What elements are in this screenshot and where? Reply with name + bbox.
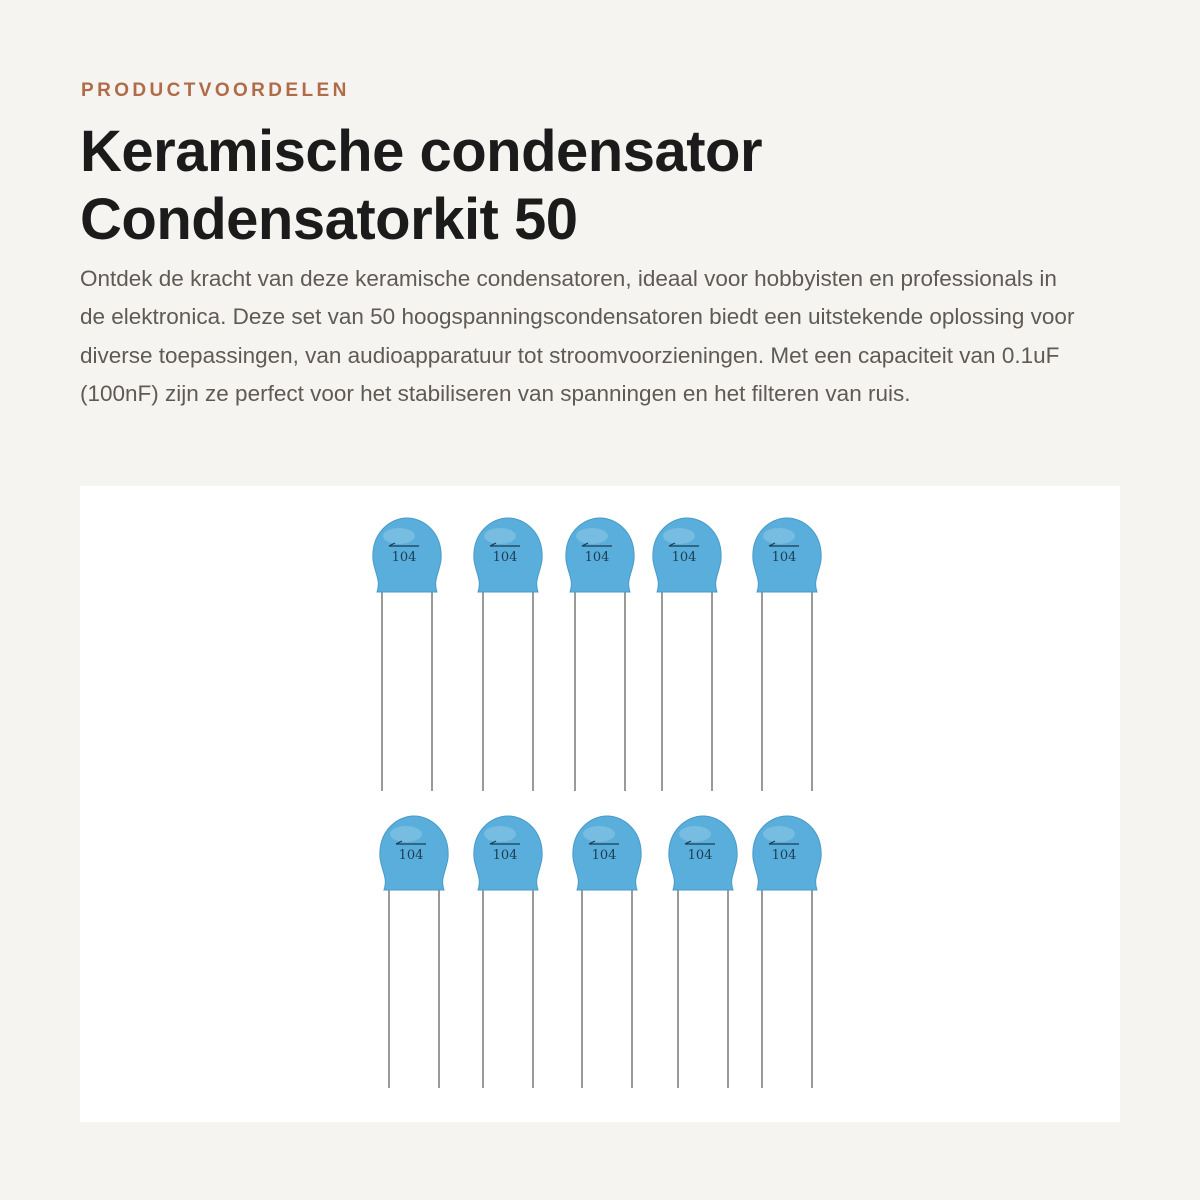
section-eyebrow: PRODUCTVOORDELEN <box>81 80 350 101</box>
capacitor-marking: 104 <box>771 848 797 863</box>
capacitor <box>373 518 441 791</box>
capacitor-marking: 104 <box>391 550 417 565</box>
capacitor-marking: 104 <box>398 848 424 863</box>
capacitor-marking: 104 <box>492 848 518 863</box>
product-image <box>80 486 1120 1122</box>
capacitor-marking: 104 <box>771 550 797 565</box>
capacitor-highlight <box>763 826 795 842</box>
capacitor <box>573 816 641 1088</box>
capacitor-marking: 104 <box>584 550 610 565</box>
product-title <box>80 118 1120 254</box>
capacitor-highlight <box>663 528 695 544</box>
capacitor <box>669 816 737 1088</box>
capacitor-marking: 104 <box>671 550 697 565</box>
capacitor-highlight <box>383 528 415 544</box>
capacitor-highlight <box>390 826 422 842</box>
capacitor-marking: 104 <box>492 550 518 565</box>
capacitor <box>474 518 542 791</box>
capacitor <box>753 518 821 791</box>
capacitor-marking: 104 <box>687 848 713 863</box>
title-line-2: Condensatorkit 50 <box>80 187 578 252</box>
capacitor-marking: 104 <box>591 848 617 863</box>
capacitor-highlight <box>484 528 516 544</box>
capacitor-highlight <box>484 826 516 842</box>
capacitor <box>474 816 542 1088</box>
capacitor <box>753 816 821 1088</box>
capacitor <box>653 518 721 791</box>
capacitor-highlight <box>583 826 615 842</box>
title-line-1: Keramische condensator <box>80 119 763 184</box>
capacitor <box>380 816 448 1088</box>
capacitor-highlight <box>576 528 608 544</box>
product-description: Ontdek de kracht van deze keramische condensatoren, ideaal voor hobbyisten en professionals in de elektronica. Deze set van 50 hoogspanningscondensatoren biedt een uitstekende oplossing voor diverse toepassingen, van audioapparatuur tot stroomvoorzieningen. Met een capaciteit van 0.1uF (100nF) zijn ze perfect voor het stabiliseren van spanningen en het filteren van ruis. <box>80 266 1075 407</box>
capacitor-illustration <box>80 486 1120 1122</box>
capacitor-highlight <box>679 826 711 842</box>
capacitor <box>566 518 634 791</box>
capacitor-highlight <box>763 528 795 544</box>
